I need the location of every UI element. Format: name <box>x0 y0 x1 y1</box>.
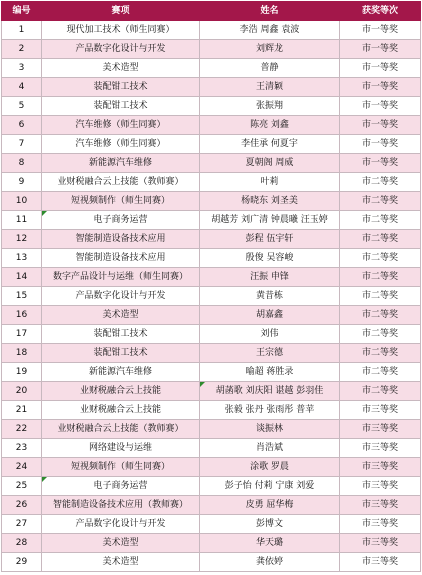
cell-award[interactable]: 市一等奖 <box>340 154 421 173</box>
cell-award[interactable]: 市三等奖 <box>340 496 421 515</box>
cell-number[interactable]: 2 <box>2 40 42 59</box>
cell-name[interactable]: 黄昔栋 <box>200 287 340 306</box>
cell-event[interactable]: 汽车维修（师生同赛） <box>42 116 200 135</box>
cell-award[interactable]: 市三等奖 <box>340 420 421 439</box>
cell-number[interactable]: 12 <box>2 230 42 249</box>
cell-award[interactable]: 市三等奖 <box>340 534 421 553</box>
cell-event[interactable]: 业财税融合云上技能（教师赛） <box>42 173 200 192</box>
table-row[interactable] <box>2 306 421 325</box>
cell-number[interactable]: 7 <box>2 135 42 154</box>
cell-name[interactable]: 胡嘉鑫 <box>200 306 340 325</box>
table-row[interactable] <box>2 439 421 458</box>
cell-award[interactable]: 市二等奖 <box>340 344 421 363</box>
cell-number[interactable]: 9 <box>2 173 42 192</box>
cell-event[interactable]: 产品数字化设计与开发 <box>42 515 200 534</box>
cell-event[interactable]: 电子商务运营 <box>42 477 200 496</box>
cell-number[interactable]: 14 <box>2 268 42 287</box>
cell-name[interactable]: 彭博文 <box>200 515 340 534</box>
cell-number[interactable]: 11 <box>2 211 42 230</box>
cell-number[interactable]: 29 <box>2 553 42 572</box>
cell-event[interactable]: 短视频制作（师生同赛） <box>42 458 200 477</box>
cell-event[interactable]: 产品数字化设计与开发 <box>42 287 200 306</box>
cell-name[interactable]: 夏朝阁 周威 <box>200 154 340 173</box>
cell-award[interactable]: 市二等奖 <box>340 287 421 306</box>
cell-award[interactable]: 市二等奖 <box>340 325 421 344</box>
cell-event[interactable]: 美术造型 <box>42 306 200 325</box>
cell-number[interactable]: 17 <box>2 325 42 344</box>
cell-event[interactable]: 美术造型 <box>42 534 200 553</box>
awards-sheet <box>0 1 422 575</box>
cell-name[interactable]: 王宗德 <box>200 344 340 363</box>
cell-name[interactable]: 胡菡歌 刘庆阳 谌越 彭羽佳 <box>200 382 340 401</box>
cell-number[interactable]: 10 <box>2 192 42 211</box>
cell-name[interactable]: 殷俊 吴容峻 <box>200 249 340 268</box>
cell-name[interactable]: 彭子怡 付莉 宁康 刘爱 <box>200 477 340 496</box>
cell-award[interactable]: 市三等奖 <box>340 401 421 420</box>
header-number[interactable]: 编号 <box>2 2 42 21</box>
cell-event[interactable]: 业财税融合云上技能 <box>42 401 200 420</box>
cell-award[interactable]: 市二等奖 <box>340 249 421 268</box>
cell-award[interactable]: 市二等奖 <box>340 192 421 211</box>
cell-number[interactable]: 3 <box>2 59 42 78</box>
cell-award[interactable]: 市二等奖 <box>340 382 421 401</box>
cell-number[interactable]: 27 <box>2 515 42 534</box>
cell-event[interactable]: 智能制造设备技术应用（教师赛） <box>42 496 200 515</box>
cell-name[interactable]: 涂歌 罗晨 <box>200 458 340 477</box>
cell-name[interactable]: 华天璐 <box>200 534 340 553</box>
table-row[interactable] <box>2 515 421 534</box>
cell-award[interactable]: 市二等奖 <box>340 363 421 382</box>
cell-number[interactable]: 28 <box>2 534 42 553</box>
cell-event[interactable]: 短视频制作（师生同赛） <box>42 192 200 211</box>
cell-event[interactable]: 业财税融合云上技能（教师赛） <box>42 420 200 439</box>
cell-event[interactable]: 现代加工技术（师生同赛） <box>42 21 200 40</box>
cell-name[interactable]: 张振翔 <box>200 97 340 116</box>
cell-number[interactable]: 24 <box>2 458 42 477</box>
cell-award[interactable]: 市三等奖 <box>340 458 421 477</box>
cell-name[interactable]: 彭程 伍宇轩 <box>200 230 340 249</box>
table-row[interactable] <box>2 325 421 344</box>
cell-number[interactable]: 18 <box>2 344 42 363</box>
cell-event[interactable]: 装配钳工技术 <box>42 97 200 116</box>
cell-name[interactable]: 张毅 张丹 张雨彤 普苹 <box>200 401 340 420</box>
cell-number[interactable]: 1 <box>2 21 42 40</box>
cell-number[interactable]: 16 <box>2 306 42 325</box>
table-row[interactable] <box>2 344 421 363</box>
table-row[interactable] <box>2 173 421 192</box>
cell-number[interactable]: 13 <box>2 249 42 268</box>
cell-name[interactable]: 喻超 蒋胜录 <box>200 363 340 382</box>
table-row[interactable] <box>2 420 421 439</box>
table-row[interactable] <box>2 40 421 59</box>
table-row[interactable] <box>2 78 421 97</box>
cell-name[interactable]: 肖浩斌 <box>200 439 340 458</box>
cell-event[interactable]: 电子商务运营 <box>42 211 200 230</box>
table-row[interactable] <box>2 116 421 135</box>
table-row[interactable] <box>2 192 421 211</box>
table-row[interactable] <box>2 382 421 401</box>
cell-number[interactable]: 6 <box>2 116 42 135</box>
cell-award[interactable]: 市三等奖 <box>340 439 421 458</box>
cell-event[interactable]: 新能源汽车维修 <box>42 154 200 173</box>
table-row[interactable] <box>2 211 421 230</box>
cell-award[interactable]: 市二等奖 <box>340 230 421 249</box>
cell-name[interactable]: 刘辉龙 <box>200 40 340 59</box>
cell-award[interactable]: 市一等奖 <box>340 21 421 40</box>
table-row[interactable] <box>2 553 421 572</box>
cell-event[interactable]: 智能制造设备技术应用 <box>42 230 200 249</box>
cell-name[interactable]: 李佳承 何夏宇 <box>200 135 340 154</box>
table-row[interactable] <box>2 21 421 40</box>
cell-number[interactable]: 21 <box>2 401 42 420</box>
cell-award[interactable]: 市一等奖 <box>340 40 421 59</box>
cell-event[interactable]: 网络建设与运维 <box>42 439 200 458</box>
cell-name[interactable]: 杨晓东 刘圣美 <box>200 192 340 211</box>
cell-name[interactable]: 龚依婷 <box>200 553 340 572</box>
cell-number[interactable]: 19 <box>2 363 42 382</box>
cell-number[interactable]: 15 <box>2 287 42 306</box>
table-row[interactable] <box>2 249 421 268</box>
cell-award[interactable]: 市三等奖 <box>340 553 421 572</box>
cell-award[interactable]: 市二等奖 <box>340 173 421 192</box>
cell-number[interactable]: 25 <box>2 477 42 496</box>
cell-event[interactable]: 装配钳工技术 <box>42 325 200 344</box>
table-row[interactable] <box>2 97 421 116</box>
cell-number[interactable]: 8 <box>2 154 42 173</box>
cell-number[interactable]: 5 <box>2 97 42 116</box>
cell-name[interactable]: 王清颖 <box>200 78 340 97</box>
table-row[interactable] <box>2 401 421 420</box>
table-row[interactable] <box>2 135 421 154</box>
table-row[interactable] <box>2 363 421 382</box>
table-row[interactable] <box>2 154 421 173</box>
cell-award[interactable]: 市一等奖 <box>340 116 421 135</box>
cell-name[interactable]: 普静 <box>200 59 340 78</box>
cell-number[interactable]: 23 <box>2 439 42 458</box>
cell-name[interactable]: 胡越芳 刘广清 钟晨曦 汪玉婷 <box>200 211 340 230</box>
header-award[interactable]: 获奖等次 <box>340 2 421 21</box>
cell-award[interactable]: 市二等奖 <box>340 268 421 287</box>
table-row[interactable] <box>2 230 421 249</box>
table-row[interactable] <box>2 534 421 553</box>
cell-event[interactable]: 新能源汽车维修 <box>42 363 200 382</box>
table-row[interactable] <box>2 496 421 515</box>
cell-event[interactable]: 产品数字化设计与开发 <box>42 40 200 59</box>
cell-award[interactable]: 市三等奖 <box>340 515 421 534</box>
header-event[interactable]: 赛项 <box>42 2 200 21</box>
cell-event[interactable]: 美术造型 <box>42 59 200 78</box>
cell-name[interactable]: 皮勇 屈华梅 <box>200 496 340 515</box>
cell-event[interactable]: 数字产品设计与运维（师生同赛） <box>42 268 200 287</box>
cell-award[interactable]: 市一等奖 <box>340 135 421 154</box>
cell-event[interactable]: 智能制造设备技术应用 <box>42 249 200 268</box>
header-name[interactable]: 姓名 <box>200 2 340 21</box>
cell-event[interactable]: 汽车维修（师生同赛） <box>42 135 200 154</box>
cell-award[interactable]: 市二等奖 <box>340 211 421 230</box>
cell-award[interactable]: 市一等奖 <box>340 97 421 116</box>
awards-table <box>1 1 421 572</box>
table-row[interactable] <box>2 268 421 287</box>
cell-number[interactable]: 22 <box>2 420 42 439</box>
cell-event[interactable]: 业财税融合云上技能 <box>42 382 200 401</box>
table-header <box>2 2 421 21</box>
cell-event[interactable]: 装配钳工技术 <box>42 78 200 97</box>
cell-name[interactable]: 李浩 周鑫 袁波 <box>200 21 340 40</box>
table-row[interactable] <box>2 477 421 496</box>
header-row <box>2 2 421 21</box>
cell-name[interactable]: 汪振 申锋 <box>200 268 340 287</box>
cell-event[interactable]: 美术造型 <box>42 553 200 572</box>
cell-award[interactable]: 市二等奖 <box>340 306 421 325</box>
cell-number[interactable]: 26 <box>2 496 42 515</box>
cell-number[interactable]: 4 <box>2 78 42 97</box>
cell-name[interactable]: 谈振林 <box>200 420 340 439</box>
table-row[interactable] <box>2 458 421 477</box>
table-body <box>2 21 421 572</box>
cell-number[interactable]: 20 <box>2 382 42 401</box>
table-row[interactable] <box>2 59 421 78</box>
cell-award[interactable]: 市三等奖 <box>340 477 421 496</box>
cell-name[interactable]: 陈亮 刘鑫 <box>200 116 340 135</box>
cell-award[interactable]: 市一等奖 <box>340 78 421 97</box>
cell-name[interactable]: 叶莉 <box>200 173 340 192</box>
cell-event[interactable]: 装配钳工技术 <box>42 344 200 363</box>
cell-award[interactable]: 市一等奖 <box>340 59 421 78</box>
cell-name[interactable]: 刘伟 <box>200 325 340 344</box>
table-row[interactable] <box>2 287 421 306</box>
